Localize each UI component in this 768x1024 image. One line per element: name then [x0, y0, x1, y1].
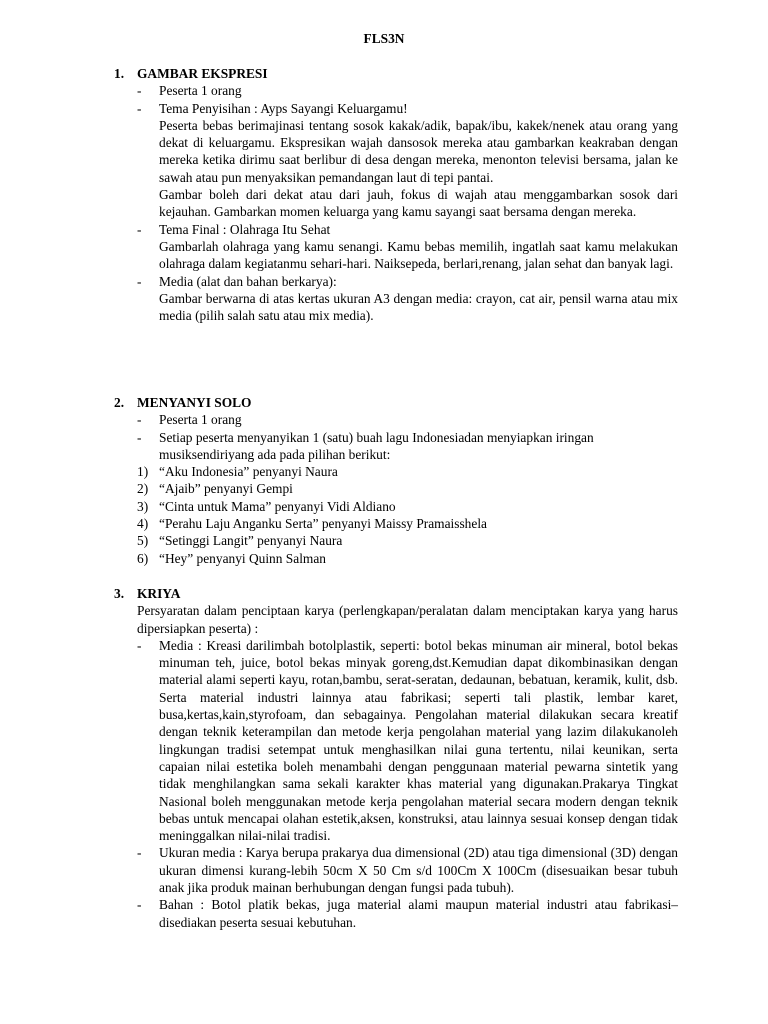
list-item: [137, 100, 678, 221]
bullet-dash: -: [137, 429, 142, 445]
list-item: [137, 844, 678, 896]
section-kriya: [114, 585, 678, 931]
bullet-dash: -: [137, 637, 142, 653]
item-text: Setiap peserta menyanyikan 1 (satu) buah lagu Indonesiadan menyiapkan iringan musiksendiriyang ada pada pilihan berikut:: [159, 429, 594, 462]
song-item: [137, 480, 678, 497]
list-item: [137, 411, 678, 428]
song-number: 5): [137, 533, 149, 549]
song-item: [137, 532, 678, 549]
section-heading: [114, 585, 678, 602]
list-item: [137, 429, 678, 464]
section-heading: [114, 394, 678, 411]
song-text: “Aku Indonesia” penyanyi Naura: [159, 464, 338, 480]
list-item: [137, 273, 678, 325]
bullet-dash: -: [137, 83, 142, 99]
list-item: [137, 637, 678, 845]
item-text: Media (alat dan bahan berkarya):: [159, 273, 337, 289]
section-title: MENYANYI SOLO: [137, 395, 252, 410]
song-item: [137, 550, 678, 567]
song-number: 6): [137, 550, 149, 566]
song-item: [137, 515, 678, 532]
section-number: 1.: [114, 66, 125, 81]
item-text: Media : Kreasi darilimbah botolplastik, seperti: botol bekas minuman air mineral, botol bekas minuman teh, juice, botol bekas minyak goreng,dst.Kemudian dapat dikombinasikan dengan material alami seperti kayu, rotan,bambu, serat-seratan, dedaunan, bebatuan, keramik, kulit, dsb. Serta material industri lainnya atau fabrikasi; seperti tali plastik, lembar karet, busa,kertas,kain,styrofoam, dan sebagainya. Pengolahan material dilakukan secara kreatif dengan teknik keterampilan dan metode kerja pengolahan material yang lazim dilakukanoleh lingkungan tradisi setempat untuk menghasilkan nilai guna tertentu, nilai keunikan, serta capaian nilai estetika boleh menambahi dengan penggunaan material pewarna sintetik yang tidak menghilangkan sama sekali karakter khas material yang digunakan.Prakarya Tingkat Nasional boleh menggunakan metode kerja pengolahan material secara modern dengan teknik bebas untuk mencapai olahan estetik,aksen, konstruksi, atau lainnya sesuai konsep dengan tidak meninggalkan nilai-nilai tradisi.: [159, 637, 678, 844]
section-title: KRIYA: [137, 586, 181, 601]
item-text: Peserta 1 orang: [159, 83, 242, 99]
song-text: “Hey” penyanyi Quinn Salman: [159, 550, 326, 566]
song-number: 4): [137, 516, 149, 532]
paragraph: Peserta bebas berimajinasi tentang sosok kakak/adik, bapak/ibu, kakek/nenek atau orang yang dekat di keluargamu. Ekspresikan wajah dansosok mereka atau gambarkan keakraban dengan mereka ketika dirimu saat berlibur di desa dengan mereka, menonton televisi bersama, jalan ke sawah atau pun menyaksikan pemandangan laut di tepi pantai.: [159, 117, 678, 185]
section-title: GAMBAR EKSPRESI: [137, 66, 268, 81]
bullet-dash: -: [137, 221, 142, 237]
song-number: 3): [137, 498, 149, 514]
item-text: Tema Penyisihan : Ayps Sayangi Keluargamu!: [159, 100, 408, 116]
item-text: Tema Final : Olahraga Itu Sehat: [159, 221, 331, 237]
song-item: [137, 463, 678, 480]
section-menyanyi-solo: [114, 394, 678, 567]
item-text: Ukuran media : Karya berupa prakarya dua dimensional (2D) atau tiga dimensional (3D) dengan ukuran dimensi kurang-lebih 50cm X 50 Cm s/d 100Cm X 100Cm (disesuaikan besar tubuh anak jika produk mainan berhubungan dengan fungsi pada tubuh).: [159, 845, 678, 896]
section-heading: [114, 65, 678, 82]
paragraph: Gambarlah olahraga yang kamu senangi. Kamu bebas memilih, ingatlah saat kamu melakukan olahraga dalam kegiatanmu sehari-hari. Naiksepeda, berlari,renang, jalan sehat dan banyak lagi.: [159, 238, 678, 272]
item-text: Bahan : Botol platik bekas, juga material alami maupun material industri atau fabrikasi–disediakan peserta sesuai kebutuhan.: [159, 897, 678, 930]
list-item: [137, 82, 678, 99]
paragraph: Persyaratan dalam penciptaan karya (perlengkapan/peralatan dalam menciptakan karya yang harus dipersiapkan peserta) :: [137, 603, 678, 636]
item-text: Peserta 1 orang: [159, 412, 242, 428]
paragraph: Gambar berwarna di atas kertas ukuran A3 dengan media: crayon, cat air, pensil warna atau mix media (pilih salah satu atau mix media).: [159, 290, 678, 324]
bullet-dash: -: [137, 273, 142, 289]
song-text: “Ajaib” penyanyi Gempi: [159, 481, 293, 497]
song-list: [137, 463, 678, 567]
song-number: 1): [137, 464, 149, 480]
song-item: [137, 498, 678, 515]
list-item: [137, 896, 678, 931]
bullet-dash: -: [137, 897, 142, 913]
document-title: FLS3N: [363, 31, 405, 46]
section-gambar-ekspresi: [114, 65, 678, 324]
bullet-dash: -: [137, 412, 142, 428]
section-number: 2.: [114, 395, 125, 410]
section-number: 3.: [114, 586, 125, 601]
bullet-dash: -: [137, 100, 142, 116]
bullet-dash: -: [137, 845, 142, 861]
list-item: [137, 221, 678, 273]
song-text: “Perahu Laju Anganku Serta” penyanyi Maissy Pramaisshela: [159, 516, 487, 532]
song-number: 2): [137, 481, 149, 497]
song-text: “Cinta untuk Mama” penyanyi Vidi Aldiano: [159, 498, 396, 514]
paragraph: Gambar boleh dari dekat atau dari jauh, fokus di wajah atau menggambarkan sosok dari kejauhan. Gambarkan momen keluarga yang kamu sayangi saat bersama dengan mereka.: [159, 187, 678, 220]
song-text: “Setinggi Langit” penyanyi Naura: [159, 533, 343, 549]
